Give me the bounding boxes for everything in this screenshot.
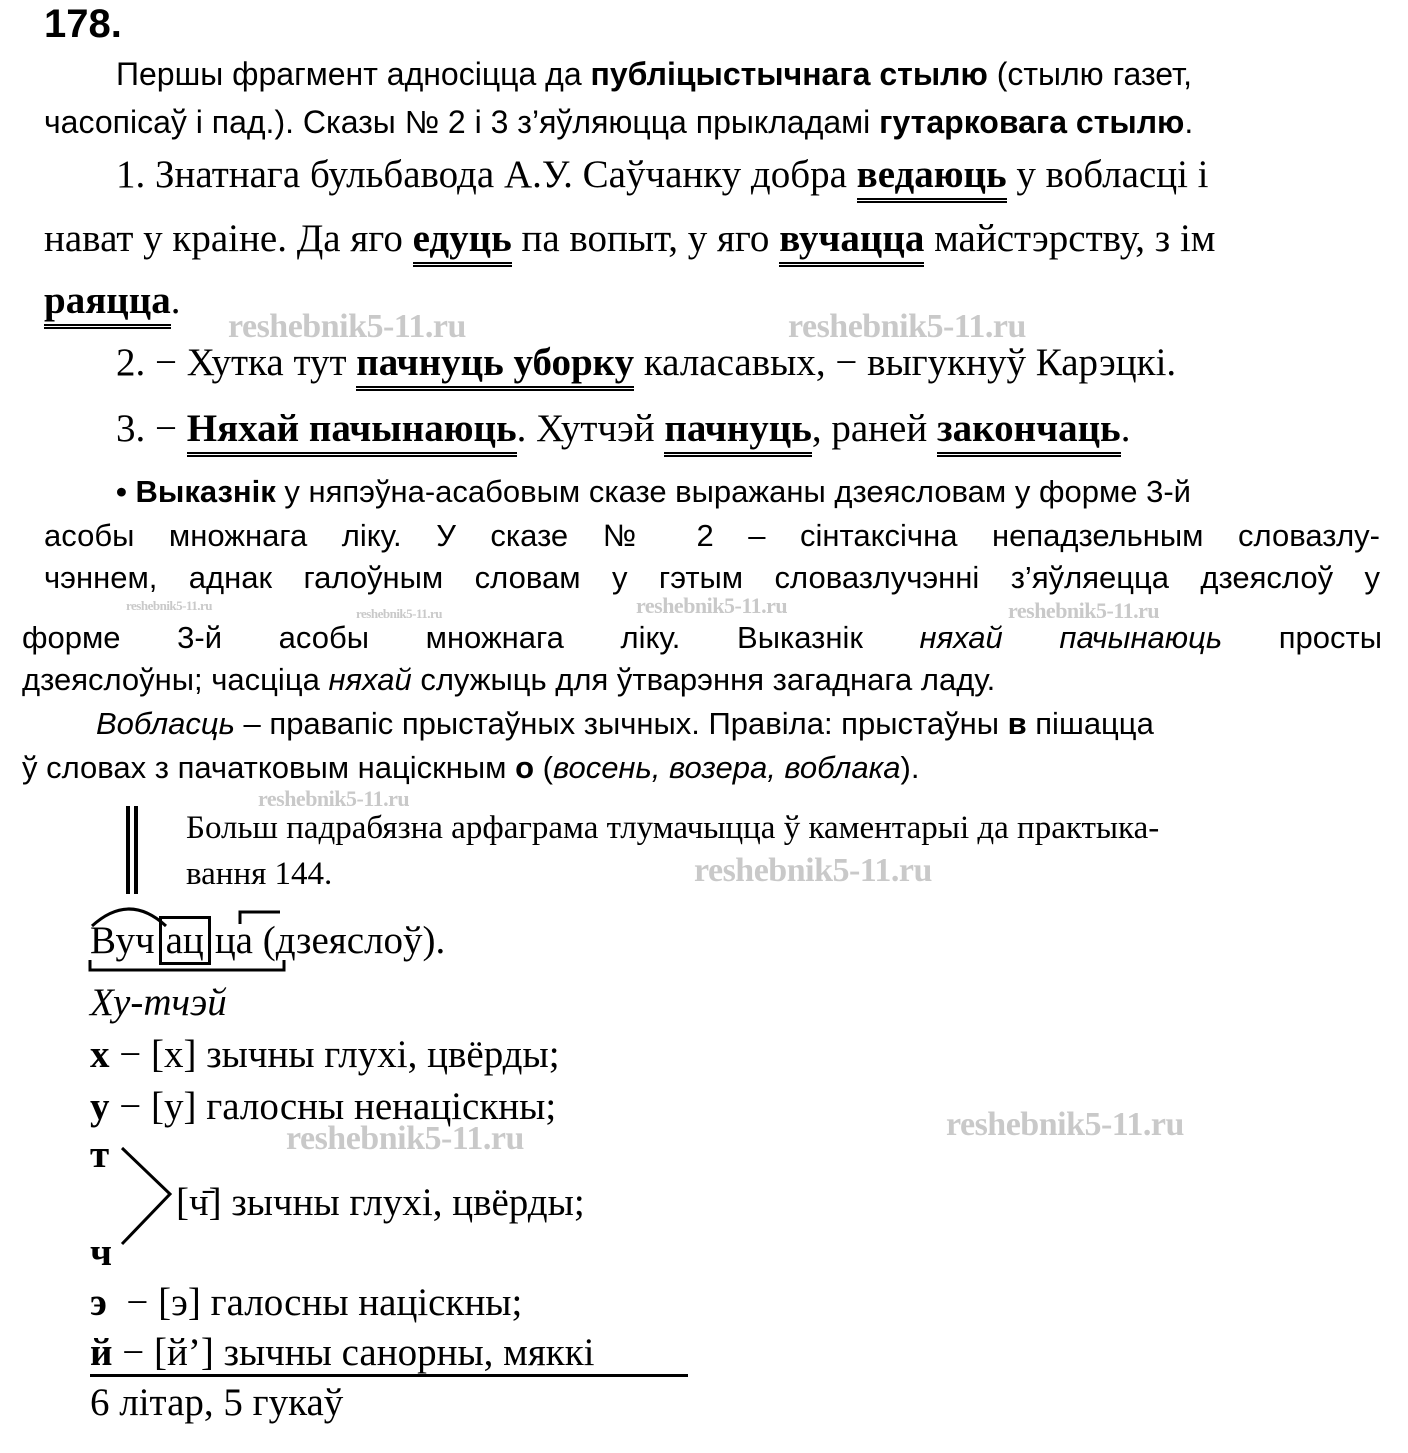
sentence-1-line-2: нават у краіне. Да яго едуць па вопыт, у яго вучацца майстэрству, з ім <box>44 216 1215 261</box>
summary-divider <box>90 1374 688 1377</box>
watermark: reshebnik5-11.ru <box>1008 598 1160 623</box>
orthogram-note-line-1: Вобласць – правапіс прыстаўных зычных. Правіла: прыстаўны в пішацца <box>96 706 1154 741</box>
predicate-note-line-2: асобы множнага ліку. У сказе № 2 – сінтаксічна непадзельным словазлу- <box>44 518 1380 553</box>
watermark: reshebnik5-11.ru <box>228 308 466 345</box>
predicate-pachnuts-uborku: пачнуць уборку <box>356 341 634 391</box>
predicate-rayatstsa: раяцца <box>44 279 171 329</box>
predicate-note-line-4: форме 3-й асобы множнага ліку. Выказнік няхай пачынаюць просты <box>22 620 1382 655</box>
orthogram-note-line-2: ў словах з пачатковым націскным о (восень, возера, воблака). <box>22 750 920 785</box>
phonetic-merged-sound: [ч̄] зычны глухі, цвёрды; <box>176 1181 585 1224</box>
predicate-nyahai-pachynayuts: Няхай пачынаюць <box>187 407 517 457</box>
exercise-number: 178. <box>44 2 122 46</box>
watermark: reshebnik5-11.ru <box>694 852 932 889</box>
predicate-note-line-5: дзеяслоўны; часціца няхай служыць для ўтварэння загаднага ладу. <box>22 662 996 697</box>
watermark: reshebnik5-11.ru <box>126 598 213 613</box>
reference-note-line-2: вання 144. <box>186 856 333 892</box>
morpheme-root: Вуч <box>90 919 155 962</box>
predicate-pachnuts: пачнуць <box>664 407 811 457</box>
phonetic-summary: 6 літар, 5 гукаў <box>90 1381 344 1424</box>
intro-line-1: Першы фрагмент адносіцца да публіцыстычнага стылю (стылю газет, <box>116 56 1193 92</box>
morpheme-word: Вуч ац ца (дзеяслоў). <box>90 918 445 963</box>
watermark: reshebnik5-11.ru <box>258 786 410 811</box>
watermark: reshebnik5-11.ru <box>788 308 1026 345</box>
margin-bar <box>134 806 138 894</box>
watermark: reshebnik5-11.ru <box>946 1106 1184 1143</box>
sentence-1-line-1: 1. Знатнага бульбавода А.У. Саўчанку добра ведаюць у вобласці і <box>116 152 1209 197</box>
sentence-2: 2. − Хутка тут пачнуць уборку каласавых, − выгукнуў Карэцкі. <box>116 340 1176 385</box>
predicate-zakonchats: закончаць <box>937 407 1121 457</box>
reference-note-line-1: Больш падрабязна арфаграма тлумачыцца ў каментарыі да практыка- <box>186 810 1160 846</box>
phonetic-letter-t: т <box>90 1133 110 1176</box>
watermark: reshebnik5-11.ru <box>636 593 788 618</box>
watermark: reshebnik5-11.ru <box>356 606 443 621</box>
sentence-1-line-3: раяцца. <box>44 278 180 323</box>
predicate-eduts: едуць <box>413 217 512 267</box>
watermark: reshebnik5-11.ru <box>286 1120 524 1157</box>
phonetic-row-u: у − [у] галосны ненаціскны; <box>90 1085 557 1128</box>
phonetic-letter-ch: ч <box>90 1231 112 1274</box>
morpheme-suffix: ац <box>159 916 211 965</box>
predicate-vedayuts: ведаюць <box>857 153 1007 203</box>
intro-line-2: часопісаў і пад.). Сказы № 2 і 3 з’яўляюцца прыкладамі гутарковага стылю. <box>44 104 1194 140</box>
predicate-vuchatstsa: вучацца <box>779 217 924 267</box>
margin-bar <box>126 806 130 894</box>
phonetic-row-i: й − [й’] зычны санорны, мяккі <box>90 1331 595 1374</box>
merge-bracket <box>118 1144 182 1250</box>
morpheme-ending: ца <box>214 919 253 962</box>
phonetic-row-x: х − [х] зычны глухі, цвёрды; <box>90 1033 560 1076</box>
bullet-icon: • <box>116 474 127 509</box>
predicate-note-line-3: чэннем, аднак галоўным словам у гэтым словазлучэнні з’яўляецца дзеяслоў у <box>44 560 1380 595</box>
sentence-3: 3. − Няхай пачынаюць. Хутчэй пачнуць, раней закончаць. <box>116 406 1130 451</box>
predicate-note-line-1: • Выказнік у няпэўна-асабовым сказе выражаны дзеясловам у форме 3-й <box>116 474 1191 509</box>
syllable-division: Ху-тчэй <box>90 981 227 1024</box>
phonetic-row-e: э − [э] галосны націскны; <box>90 1281 523 1324</box>
